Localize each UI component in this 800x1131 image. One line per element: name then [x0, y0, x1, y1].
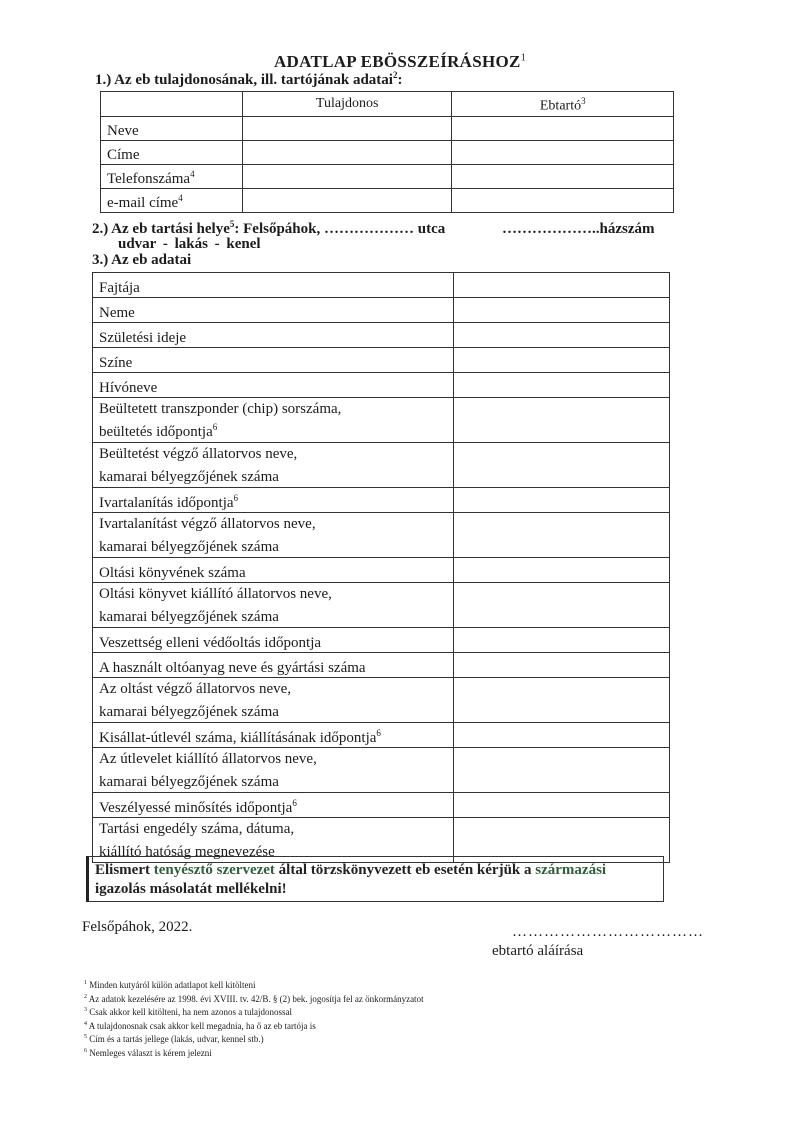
- row-label: Hívóneve: [93, 373, 454, 398]
- table-row: [93, 558, 670, 583]
- table-row: [101, 140, 674, 164]
- signature-label: ebtartó aláírása: [492, 943, 584, 959]
- keeping-type-options[interactable]: udvar - lakás - kenel: [118, 236, 261, 252]
- value-field[interactable]: [454, 443, 670, 488]
- signature-line[interactable]: ………………………………: [512, 924, 704, 940]
- footnotes: [84, 978, 424, 1059]
- value-field[interactable]: [454, 678, 670, 723]
- footnote: $^6$ Nemleges választ is kérem jelezni: [84, 1047, 212, 1058]
- section-2-heading: 2.) Az eb tartási helye$^5$: Felsőpáhok, ……………… utca: [92, 219, 446, 237]
- table-row: [93, 678, 670, 723]
- row-label: Oltási könyvének száma: [93, 558, 454, 583]
- footnote: $^2$ Az adatok kezelésére az 1998. évi XVIII. tv. 42/B. § (2) bek. jogosítja fel az önkormányzatot: [84, 993, 424, 1004]
- row-label: Veszettség elleni védőoltás időpontja: [93, 628, 454, 653]
- row-label: Születési ideje: [93, 323, 454, 348]
- value-field[interactable]: [454, 583, 670, 628]
- row-label: Kisállat-útlevél száma, kiállításának időpontja$^6$: [93, 723, 454, 748]
- row-label: Fajtája: [93, 273, 454, 298]
- header-empty-cell: [101, 92, 243, 117]
- owner-phone-field[interactable]: [242, 164, 452, 188]
- table-row: [93, 583, 670, 628]
- value-field[interactable]: [454, 558, 670, 583]
- row-label: Ivartalanítást végző állatorvos neve, kamarai bélyegzőjének száma: [93, 513, 454, 558]
- keeper-email-field[interactable]: [452, 188, 674, 212]
- footnote: $^1$ Minden kutyáról külön adatlapot kell kitölteni: [84, 980, 256, 990]
- row-label: Az útlevelet kiállító állatorvos neve, kamarai bélyegzőjének száma: [93, 748, 454, 793]
- row-label: Neme: [93, 298, 454, 323]
- owner-email-field[interactable]: [242, 188, 452, 212]
- row-label: Telefonszáma$^4$: [101, 164, 243, 188]
- row-label: Neve: [101, 116, 243, 140]
- keeper-phone-field[interactable]: [452, 164, 674, 188]
- footnote: $^3$ Csak akkor kell kitölteni, ha nem azonos a tulajdonossal: [84, 1007, 292, 1017]
- row-label: Ivartalanítás időpontja$^6$: [93, 488, 454, 513]
- row-label: e-mail címe$^4$: [101, 188, 243, 212]
- value-field[interactable]: [454, 273, 670, 298]
- dog-table: [92, 272, 670, 863]
- row-label: Tartási engedély száma, dátuma, kiállító hatóság megnevezése: [93, 818, 454, 863]
- row-label: Az oltást végző állatorvos neve, kamarai bélyegzőjének száma: [93, 678, 454, 723]
- table-row: [101, 164, 674, 188]
- table-row: [93, 748, 670, 793]
- table-row: [93, 323, 670, 348]
- header-keeper: Ebtartó$^3$: [452, 92, 674, 117]
- table-row: [93, 273, 670, 298]
- value-field[interactable]: [454, 513, 670, 558]
- section-1-heading: 1.) Az eb tulajdonosának, ill. tartójának adatai$^2$:: [95, 70, 403, 88]
- value-field[interactable]: [454, 298, 670, 323]
- table-row: [93, 723, 670, 748]
- owner-address-field[interactable]: [242, 140, 452, 164]
- table-row: [93, 653, 670, 678]
- table-row: [93, 488, 670, 513]
- footnote: $^4$ A tulajdonosnak csak akkor kell megadnia, ha ő az eb tartója is: [84, 1020, 316, 1031]
- table-header-row: [101, 92, 674, 117]
- value-field[interactable]: [454, 323, 670, 348]
- keeper-address-field[interactable]: [452, 140, 674, 164]
- value-field[interactable]: [454, 488, 670, 513]
- table-row: [101, 188, 674, 212]
- table-row: [93, 513, 670, 558]
- value-field[interactable]: [454, 793, 670, 818]
- section-3-heading: 3.) Az eb adatai: [92, 252, 192, 268]
- value-field[interactable]: [454, 398, 670, 443]
- table-row: [93, 443, 670, 488]
- value-field[interactable]: [454, 653, 670, 678]
- keeper-name-field[interactable]: [452, 116, 674, 140]
- header-owner: Tulajdonos: [242, 92, 452, 117]
- page-title: ADATLAP EBÖSSZEÍRÁSHOZ$^1$: [273, 52, 527, 71]
- value-field[interactable]: [454, 723, 670, 748]
- pedigree-notice: Elismert tenyésztő szervezet által törzskönyvezett eb esetén kérjük a származási igazolás másolatát mellékelni!: [86, 856, 664, 902]
- owner-table: [100, 91, 674, 213]
- row-label: Beültetést végző állatorvos neve, kamarai bélyegzőjének száma: [93, 443, 454, 488]
- value-field[interactable]: [454, 748, 670, 793]
- row-label: Beültetett transzponder (chip) sorszáma, beültetés időpontja$^6$: [93, 398, 454, 443]
- house-number-field[interactable]: ………………..házszám: [502, 221, 655, 237]
- value-field[interactable]: [454, 628, 670, 653]
- row-label: Címe: [101, 140, 243, 164]
- table-row: [93, 298, 670, 323]
- row-label: Színe: [93, 348, 454, 373]
- row-label: A használt oltóanyag neve és gyártási száma: [93, 653, 454, 678]
- row-label: Oltási könyvet kiállító állatorvos neve, kamarai bélyegzőjének száma: [93, 583, 454, 628]
- place-date: Felsőpáhok, 2022.: [82, 919, 193, 935]
- table-row: [93, 398, 670, 443]
- table-row: [93, 628, 670, 653]
- table-row: [93, 373, 670, 398]
- owner-name-field[interactable]: [242, 116, 452, 140]
- value-field[interactable]: [454, 348, 670, 373]
- table-row: [93, 793, 670, 818]
- footnote: $^5$ Cím és a tartás jellege (lakás, udvar, kennel stb.): [84, 1034, 264, 1044]
- row-label: Veszélyessé minősítés időpontja$^6$: [93, 793, 454, 818]
- table-row: [93, 348, 670, 373]
- value-field[interactable]: [454, 373, 670, 398]
- table-row: [101, 116, 674, 140]
